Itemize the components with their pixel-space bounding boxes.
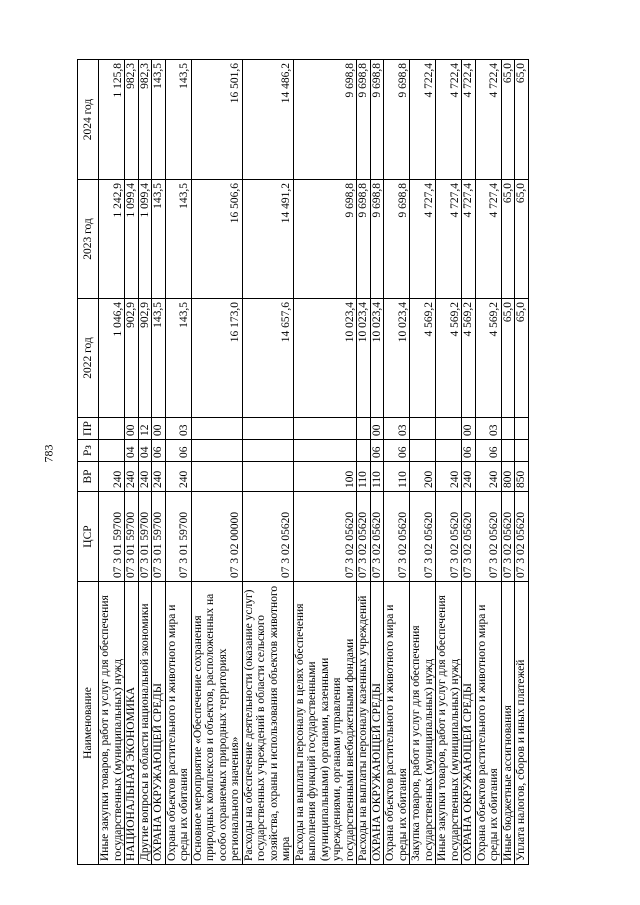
header-pr: ПР <box>78 418 99 440</box>
header-name: Наименование <box>78 582 99 865</box>
header-rz: Рз <box>78 440 99 462</box>
row-2024-cell: 143,5 <box>152 60 166 180</box>
row-2022-cell: 1 046,4 <box>99 299 125 418</box>
row-2024-cell: 9 698,8 <box>384 60 410 180</box>
rotated-table-stage <box>77 60 565 865</box>
row-name-cell: Другие вопросы в области национальной экономики <box>138 582 152 865</box>
row-rz-cell <box>410 440 436 462</box>
header-vr: ВР <box>78 462 99 492</box>
row-pr-cell <box>242 418 293 440</box>
row-vr-cell: 110 <box>384 462 410 492</box>
row-vr-cell: 240 <box>152 462 166 492</box>
budget-table <box>77 59 529 865</box>
row-2024-cell: 4 722,4 <box>410 60 436 180</box>
row-2023-cell: 1 242,9 <box>99 180 125 299</box>
table-row <box>357 60 371 865</box>
row-2022-cell: 14 657,6 <box>242 299 293 418</box>
row-csr-cell: 07 3 02 05620 <box>357 492 371 582</box>
row-2024-cell: 982,3 <box>138 60 152 180</box>
row-vr-cell: 240 <box>475 462 501 492</box>
row-2023-cell: 4 727,4 <box>436 180 462 299</box>
row-rz-cell: 06 <box>370 440 384 462</box>
row-pr-cell <box>515 418 529 440</box>
row-2022-cell: 65,0 <box>515 299 529 418</box>
table-row <box>436 60 462 865</box>
row-csr-cell: 07 3 01 59700 <box>165 492 191 582</box>
row-2023-cell: 16 506,6 <box>191 180 242 299</box>
row-2023-cell: 4 727,4 <box>462 180 476 299</box>
row-name-cell: Иные бюджетные ассигнования <box>501 582 515 865</box>
table-row <box>138 60 152 865</box>
row-2024-cell: 1 125,8 <box>99 60 125 180</box>
row-csr-cell: 07 3 02 05620 <box>242 492 293 582</box>
row-name-cell: ОХРАНА ОКРУЖАЮЩЕЙ СРЕДЫ <box>462 582 476 865</box>
row-csr-cell: 07 3 01 59700 <box>152 492 166 582</box>
row-pr-cell <box>99 418 125 440</box>
row-2022-cell: 10 023,4 <box>384 299 410 418</box>
row-pr-cell: 00 <box>370 418 384 440</box>
row-vr-cell: 240 <box>138 462 152 492</box>
row-rz-cell <box>242 440 293 462</box>
row-rz-cell: 06 <box>462 440 476 462</box>
row-2022-cell: 902,9 <box>138 299 152 418</box>
row-pr-cell: 00 <box>152 418 166 440</box>
row-pr-cell <box>191 418 242 440</box>
row-name-cell: Охрана объектов растительного и животного мира и среды их обитания <box>165 582 191 865</box>
row-csr-cell: 07 3 02 05620 <box>436 492 462 582</box>
row-2024-cell: 65,0 <box>515 60 529 180</box>
row-2022-cell: 902,9 <box>125 299 139 418</box>
table-row <box>165 60 191 865</box>
row-2023-cell: 1 099,4 <box>125 180 139 299</box>
row-vr-cell: 240 <box>436 462 462 492</box>
row-vr-cell: 240 <box>165 462 191 492</box>
row-csr-cell: 07 3 01 59700 <box>125 492 139 582</box>
row-rz-cell: 06 <box>384 440 410 462</box>
row-2022-cell: 143,5 <box>165 299 191 418</box>
table-row <box>410 60 436 865</box>
row-pr-cell <box>501 418 515 440</box>
row-2023-cell: 9 698,8 <box>384 180 410 299</box>
row-2022-cell: 4 569,2 <box>475 299 501 418</box>
row-rz-cell <box>501 440 515 462</box>
row-pr-cell <box>293 418 357 440</box>
table-row <box>125 60 139 865</box>
row-2022-cell: 10 023,4 <box>370 299 384 418</box>
row-name-cell: НАЦИОНАЛЬНАЯ ЭКОНОМИКА <box>125 582 139 865</box>
row-name-cell: Охрана объектов растительного и животного мира и среды их обитания <box>384 582 410 865</box>
row-2024-cell: 65,0 <box>501 60 515 180</box>
row-name-cell: Основное мероприятие «Обеспечение сохранения природных комплексов и объектов, расположенных на особо охраняемых природных территориях регионального значения» <box>191 582 242 865</box>
table-row <box>99 60 125 865</box>
row-vr-cell: 200 <box>410 462 436 492</box>
row-csr-cell: 07 3 01 59700 <box>99 492 125 582</box>
row-2022-cell: 4 569,2 <box>436 299 462 418</box>
row-2024-cell: 143,5 <box>165 60 191 180</box>
row-csr-cell: 07 3 02 05620 <box>515 492 529 582</box>
header-2022: 2022 год <box>78 299 99 418</box>
row-vr-cell: 800 <box>501 462 515 492</box>
row-rz-cell: 06 <box>152 440 166 462</box>
row-name-cell: Расходы на выплаты персоналу в целях обеспечения выполнения функций государственными (муниципальными) органами, казенными учреждениями, органами управления государственными внебюджетными фондами <box>293 582 357 865</box>
row-2023-cell: 143,5 <box>165 180 191 299</box>
page-number: 783 <box>41 444 56 463</box>
row-2022-cell: 16 173,0 <box>191 299 242 418</box>
row-vr-cell <box>191 462 242 492</box>
row-2024-cell: 9 698,8 <box>370 60 384 180</box>
row-csr-cell: 07 3 02 05620 <box>501 492 515 582</box>
row-rz-cell <box>357 440 371 462</box>
row-rz-cell <box>293 440 357 462</box>
row-2022-cell: 10 023,4 <box>293 299 357 418</box>
row-2024-cell: 4 722,4 <box>475 60 501 180</box>
row-pr-cell: 03 <box>165 418 191 440</box>
table-row <box>501 60 515 865</box>
row-2023-cell: 9 698,8 <box>370 180 384 299</box>
row-pr-cell: 03 <box>384 418 410 440</box>
header-2024: 2024 год <box>78 60 99 180</box>
row-pr-cell <box>357 418 371 440</box>
row-2023-cell: 65,0 <box>501 180 515 299</box>
row-2023-cell: 14 491,2 <box>242 180 293 299</box>
row-pr-cell: 12 <box>138 418 152 440</box>
row-rz-cell <box>515 440 529 462</box>
table-row <box>384 60 410 865</box>
row-rz-cell: 06 <box>475 440 501 462</box>
row-2024-cell: 9 698,8 <box>357 60 371 180</box>
table-row <box>515 60 529 865</box>
row-name-cell: Уплата налогов, сборов и иных платежей <box>515 582 529 865</box>
table-row <box>152 60 166 865</box>
row-2023-cell: 65,0 <box>515 180 529 299</box>
row-vr-cell <box>242 462 293 492</box>
table-row <box>293 60 357 865</box>
row-pr-cell: 03 <box>475 418 501 440</box>
header-csr: ЦСР <box>78 492 99 582</box>
row-2024-cell: 16 501,6 <box>191 60 242 180</box>
row-csr-cell: 07 3 01 59700 <box>138 492 152 582</box>
row-name-cell: Охрана объектов растительного и животного мира и среды их обитания <box>475 582 501 865</box>
row-2023-cell: 9 698,8 <box>357 180 371 299</box>
row-2023-cell: 4 727,4 <box>410 180 436 299</box>
row-name-cell: ОХРАНА ОКРУЖАЮЩЕЙ СРЕДЫ <box>152 582 166 865</box>
row-vr-cell: 850 <box>515 462 529 492</box>
table-row <box>462 60 476 865</box>
header-2023: 2023 год <box>78 180 99 299</box>
row-vr-cell: 240 <box>462 462 476 492</box>
row-name-cell: ОХРАНА ОКРУЖАЮЩЕЙ СРЕДЫ <box>370 582 384 865</box>
row-pr-cell <box>410 418 436 440</box>
table-row <box>242 60 293 865</box>
row-2024-cell: 4 722,4 <box>462 60 476 180</box>
row-name-cell: Расходы на выплаты персоналу казенных учреждений <box>357 582 371 865</box>
row-vr-cell: 110 <box>370 462 384 492</box>
row-rz-cell <box>436 440 462 462</box>
row-name-cell: Иные закупки товаров, работ и услуг для обеспечения государственных (муниципальных) нужд <box>436 582 462 865</box>
row-2023-cell: 9 698,8 <box>293 180 357 299</box>
table-row <box>475 60 501 865</box>
row-vr-cell: 110 <box>357 462 371 492</box>
row-csr-cell: 07 3 02 05620 <box>370 492 384 582</box>
row-csr-cell: 07 3 02 00000 <box>191 492 242 582</box>
row-vr-cell: 100 <box>293 462 357 492</box>
row-name-cell: Закупка товаров, работ и услуг для обеспечения государственных (муниципальных) нужд <box>410 582 436 865</box>
row-2023-cell: 4 727,4 <box>475 180 501 299</box>
row-pr-cell: 00 <box>462 418 476 440</box>
table-row <box>370 60 384 865</box>
row-vr-cell: 240 <box>125 462 139 492</box>
row-2024-cell: 4 722,4 <box>436 60 462 180</box>
row-rz-cell <box>99 440 125 462</box>
row-pr-cell: 00 <box>125 418 139 440</box>
row-2022-cell: 143,5 <box>152 299 166 418</box>
row-pr-cell <box>436 418 462 440</box>
row-csr-cell: 07 3 02 05620 <box>462 492 476 582</box>
row-vr-cell: 240 <box>99 462 125 492</box>
row-rz-cell: 04 <box>138 440 152 462</box>
row-2023-cell: 1 099,4 <box>138 180 152 299</box>
row-csr-cell: 07 3 02 05620 <box>293 492 357 582</box>
row-2024-cell: 982,3 <box>125 60 139 180</box>
row-2022-cell: 10 023,4 <box>357 299 371 418</box>
row-csr-cell: 07 3 02 05620 <box>384 492 410 582</box>
row-rz-cell <box>191 440 242 462</box>
row-csr-cell: 07 3 02 05620 <box>410 492 436 582</box>
row-2022-cell: 4 569,2 <box>462 299 476 418</box>
table-row <box>191 60 242 865</box>
row-2022-cell: 4 569,2 <box>410 299 436 418</box>
row-name-cell: Расходы на обеспечение деятельности (оказание услуг) государственных учреждений в области сельского хозяйства, охраны и использования объектов животного мира <box>242 582 293 865</box>
row-rz-cell: 06 <box>165 440 191 462</box>
row-rz-cell: 04 <box>125 440 139 462</box>
row-csr-cell: 07 3 02 05620 <box>475 492 501 582</box>
table-header-row <box>78 60 99 865</box>
row-2022-cell: 65,0 <box>501 299 515 418</box>
row-2023-cell: 143,5 <box>152 180 166 299</box>
row-2024-cell: 9 698,8 <box>293 60 357 180</box>
row-2024-cell: 14 486,2 <box>242 60 293 180</box>
row-name-cell: Иные закупки товаров, работ и услуг для обеспечения государственных (муниципальных) нужд <box>99 582 125 865</box>
